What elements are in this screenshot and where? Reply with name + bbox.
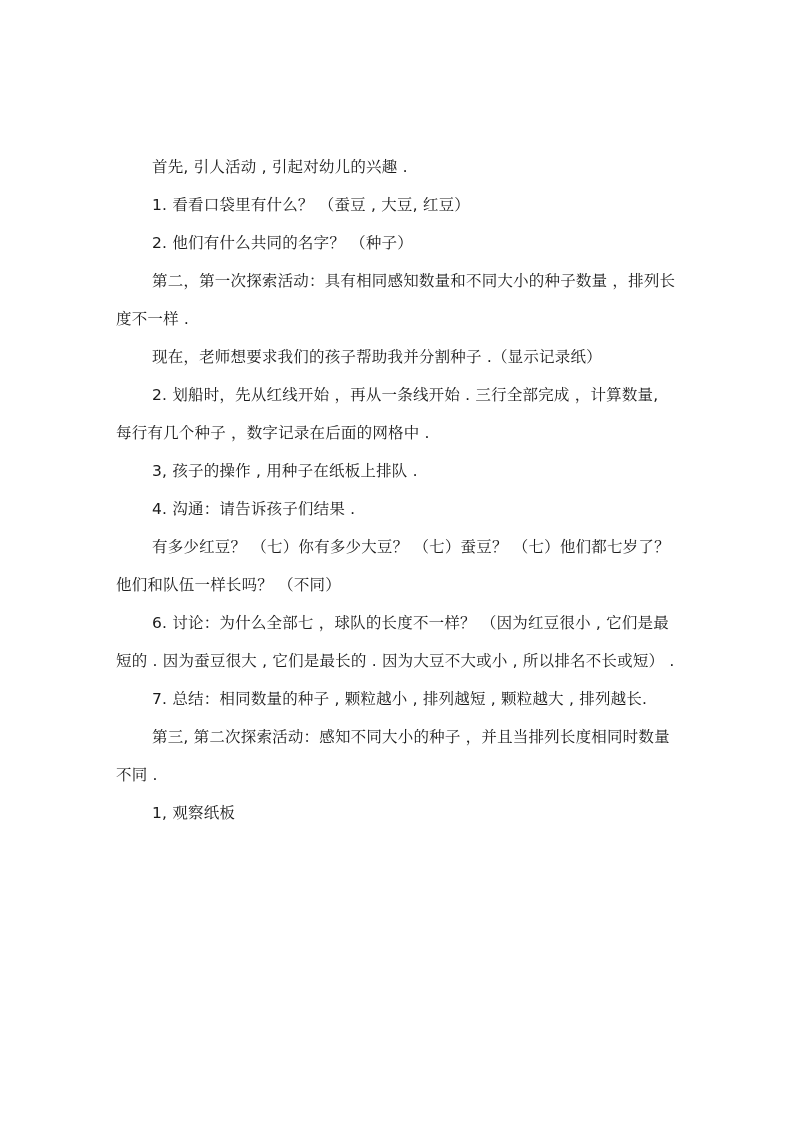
paragraph-step-2: 2. 他们有什么共同的名字？ （种子） [152,234,413,252]
paragraph-second-activity: 第二，第一次探索活动：具有相同感知数量和不同大小的种子数量 ，排列长度不一样 . [116,272,676,328]
paragraph-child-operation: 3, 孩子的操作 , 用种子在纸板上排队 . [152,462,418,480]
paragraph-questions: 有多少红豆？ （七）你有多少大豆？ （七）蚕豆？ （七）他们都七岁了？他们和队伍一样长吗？ （不同） [116,538,670,594]
paragraph-summary: 7. 总结：相同数量的种子 , 颗粒越小 , 排列越短 , 颗粒越大 , 排列越长. [152,690,648,708]
paragraph-observe: 1, 观察纸板 [152,804,236,822]
document-body [116,148,676,832]
paragraph-teacher-request: 现在，老师想要求我们的孩子帮助我并分割种子 .（显示记录纸） [152,348,602,366]
paragraph-rowing: 2. 划船时，先从红线开始 ，再从一条线开始 . 三行全部完成 ，计算数量, 每行有几个种子 ，数字记录在后面的网格中 . [116,386,659,442]
paragraph-communication: 4. 沟通：请告诉孩子们结果 . [152,500,356,518]
paragraph-intro: 首先, 引人活动 , 引起对幼儿的兴趣 . [152,158,408,176]
paragraph-third-activity: 第三, 第二次探索活动：感知不同大小的种子 ，并且当排列长度相同时数量不同 . [116,728,670,784]
paragraph-step-1: 1. 看看口袋里有什么？ （蚕豆 , 大豆, 红豆） [152,196,470,214]
paragraph-discussion: 6. 讨论：为什么全部七 ，球队的长度不一样？ （因为红豆很小 , 它们是最短的 . 因为蚕豆很大 , 它们是最长的 . 因为大豆不大或小 , 所以排名不长或短） . [116,614,675,670]
